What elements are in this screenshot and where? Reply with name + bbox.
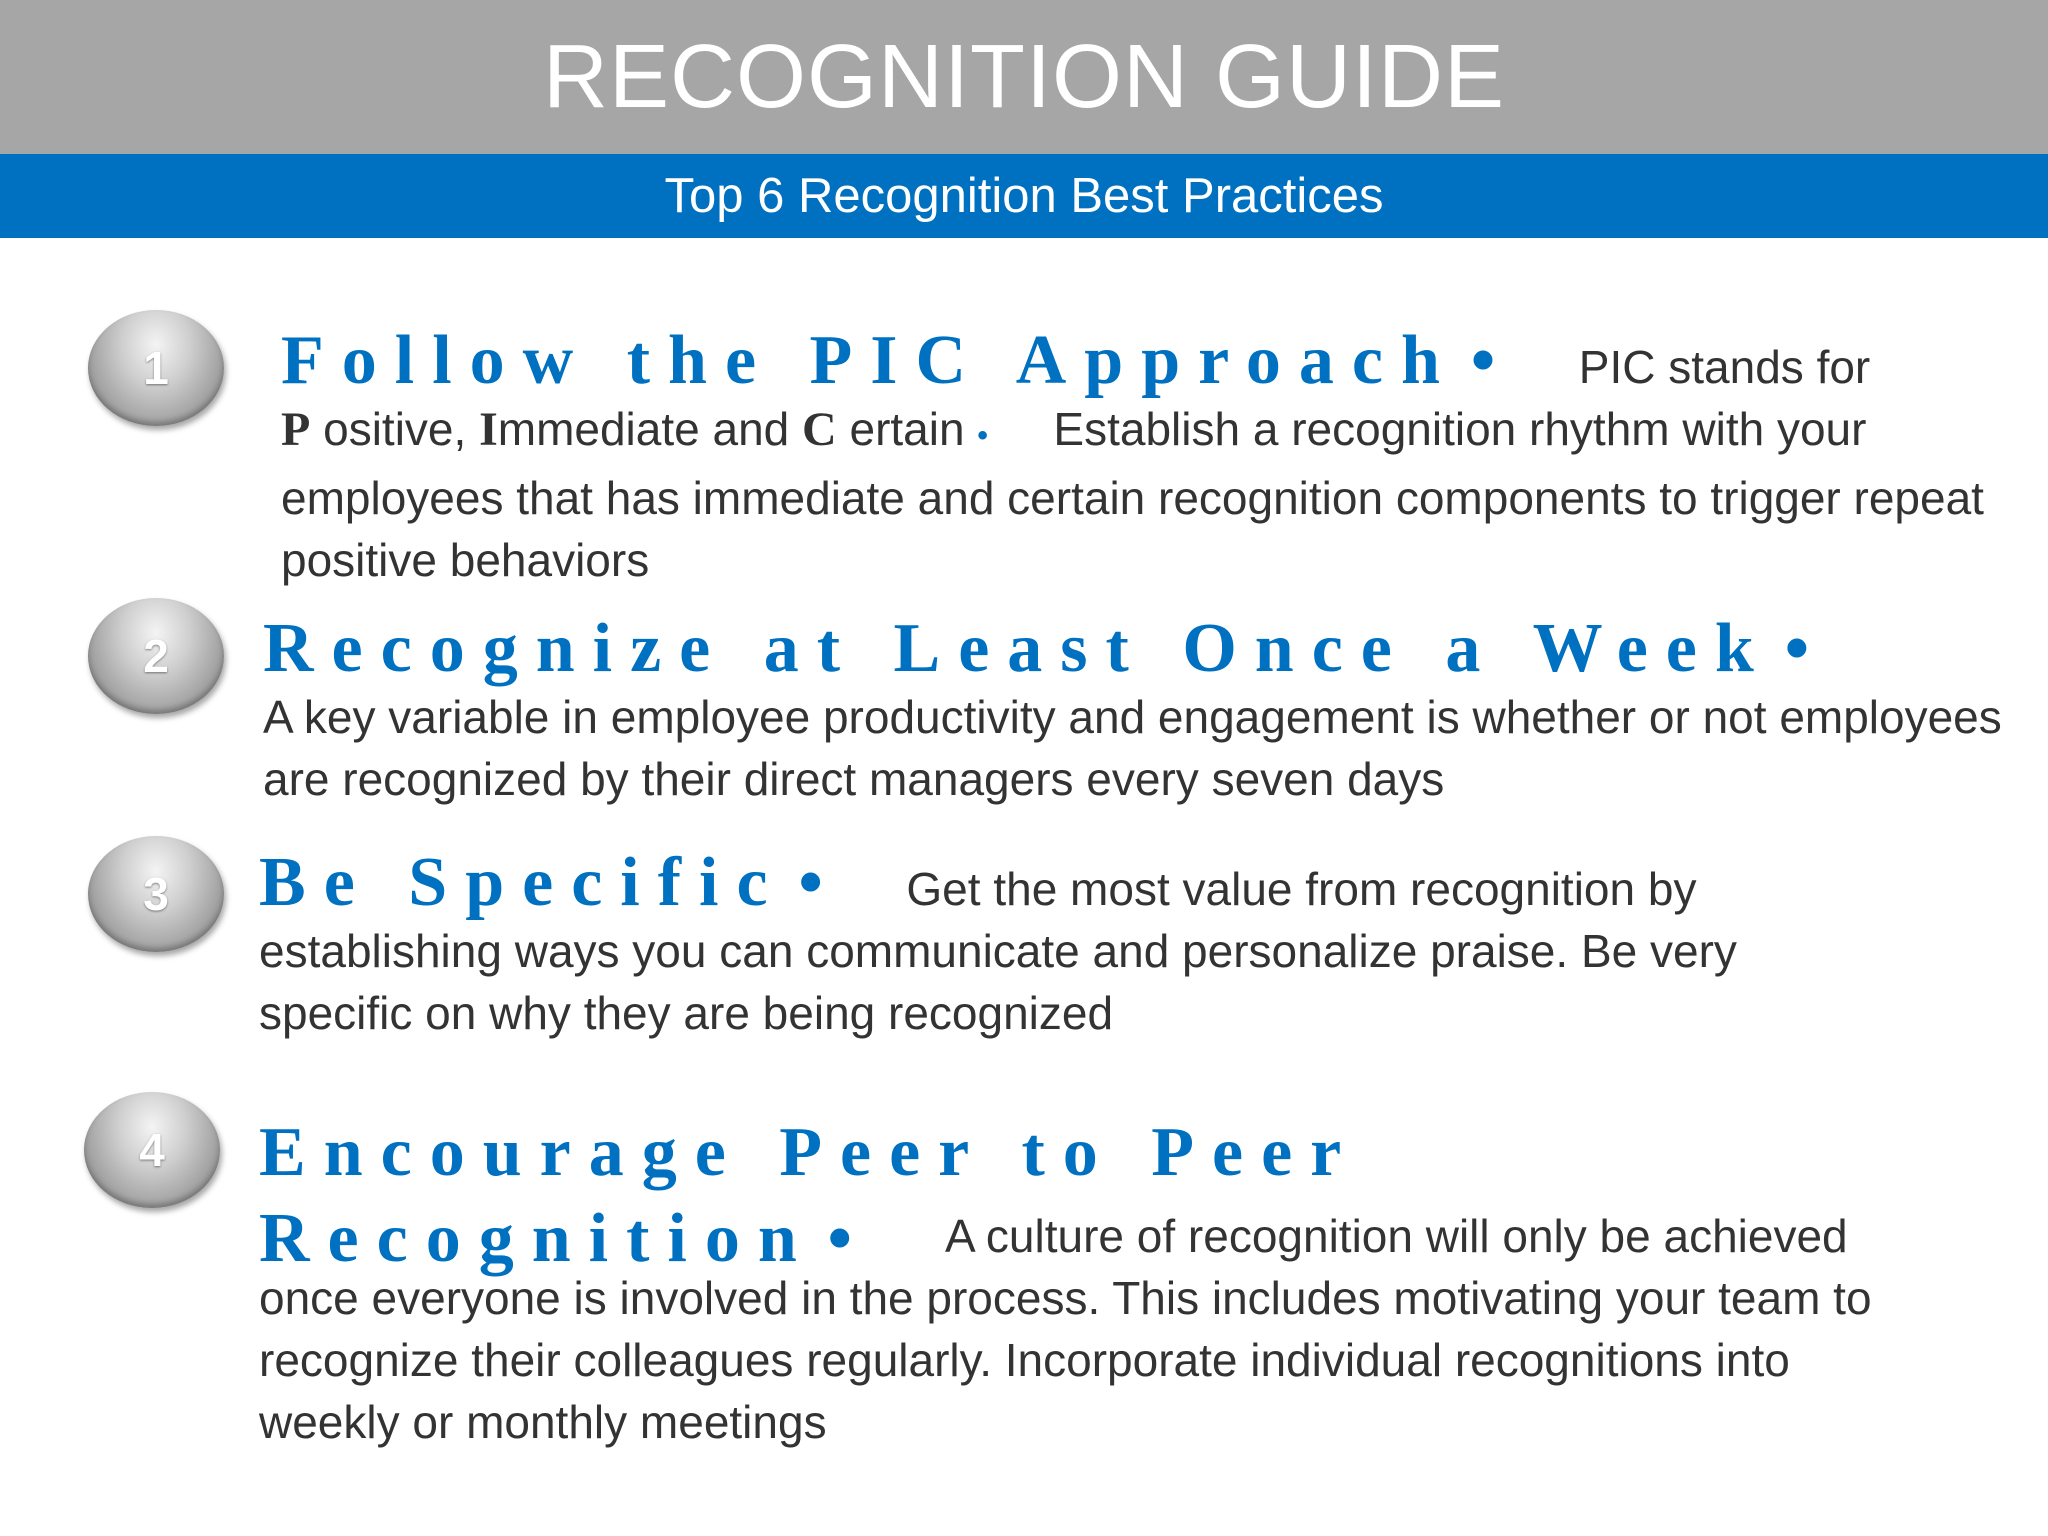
pic-word-positive: ositive, <box>323 403 480 455</box>
practice-heading-3: Be Specific <box>259 844 786 921</box>
number-3: 3 <box>143 868 169 920</box>
pic-letter-i: I <box>479 403 498 456</box>
number-4: 4 <box>139 1124 165 1176</box>
practice-body-1: Establish a recognition rhythm with your employees that has immediate and certain recognition components to trigger repeat positive behaviors <box>281 403 1984 586</box>
number-badge-1 <box>88 310 224 426</box>
practice-body-4: A culture of recognition will only be achieved once everyone is involved in the process. This includes motivating your team to recognize their colleagues regularly. Incorporate individual recognitions into weekly or monthly meetings <box>259 1210 1872 1448</box>
heading-bullet-4: • <box>827 1200 871 1277</box>
practice-item-3 <box>259 844 1819 1044</box>
pic-word-certain: ertain <box>849 403 965 455</box>
pic-letter-p: P <box>281 403 311 456</box>
page-title: RECOGNITION GUIDE <box>542 26 1506 127</box>
number-badge-3 <box>88 836 224 952</box>
number-badge-2 <box>88 598 224 714</box>
pic-word-immediate: mmediate and <box>497 403 803 455</box>
heading-bullet-3: • <box>798 844 841 921</box>
practice-item-1 <box>281 322 2001 591</box>
practice-body-4-block <box>259 1205 1909 1453</box>
title-banner <box>0 0 2048 154</box>
pic-letter-c: C <box>802 403 837 456</box>
page-subtitle: Top 6 Recognition Best Practices <box>664 169 1384 223</box>
practice-item-2 <box>263 610 2003 810</box>
number-2: 2 <box>143 630 169 682</box>
practice-body-3: Get the most value from recognition by establishing ways you can communicate and personalize praise. Be very specific on why they are being recognized <box>259 863 1737 1039</box>
practice-heading-4: Encourage Peer to Peer Recognition <box>259 1114 1358 1277</box>
subtitle-banner <box>0 154 2048 238</box>
number-badge-4 <box>84 1092 220 1208</box>
practice-intro-1: PIC stands for <box>1578 341 1871 393</box>
practice-heading-2: Recognize at Least Once a Week <box>263 610 1772 687</box>
heading-bullet-2: • <box>1784 610 1828 687</box>
practice-body-2: A key variable in employee productivity and engagement is whether or not employees are recognized by their direct managers every seven days <box>263 691 2002 805</box>
inline-bullet-1: • <box>977 419 988 452</box>
practice-heading-1: Follow the PIC Approach <box>281 322 1458 399</box>
heading-bullet-1: • <box>1470 322 1514 399</box>
number-1: 1 <box>143 342 169 394</box>
